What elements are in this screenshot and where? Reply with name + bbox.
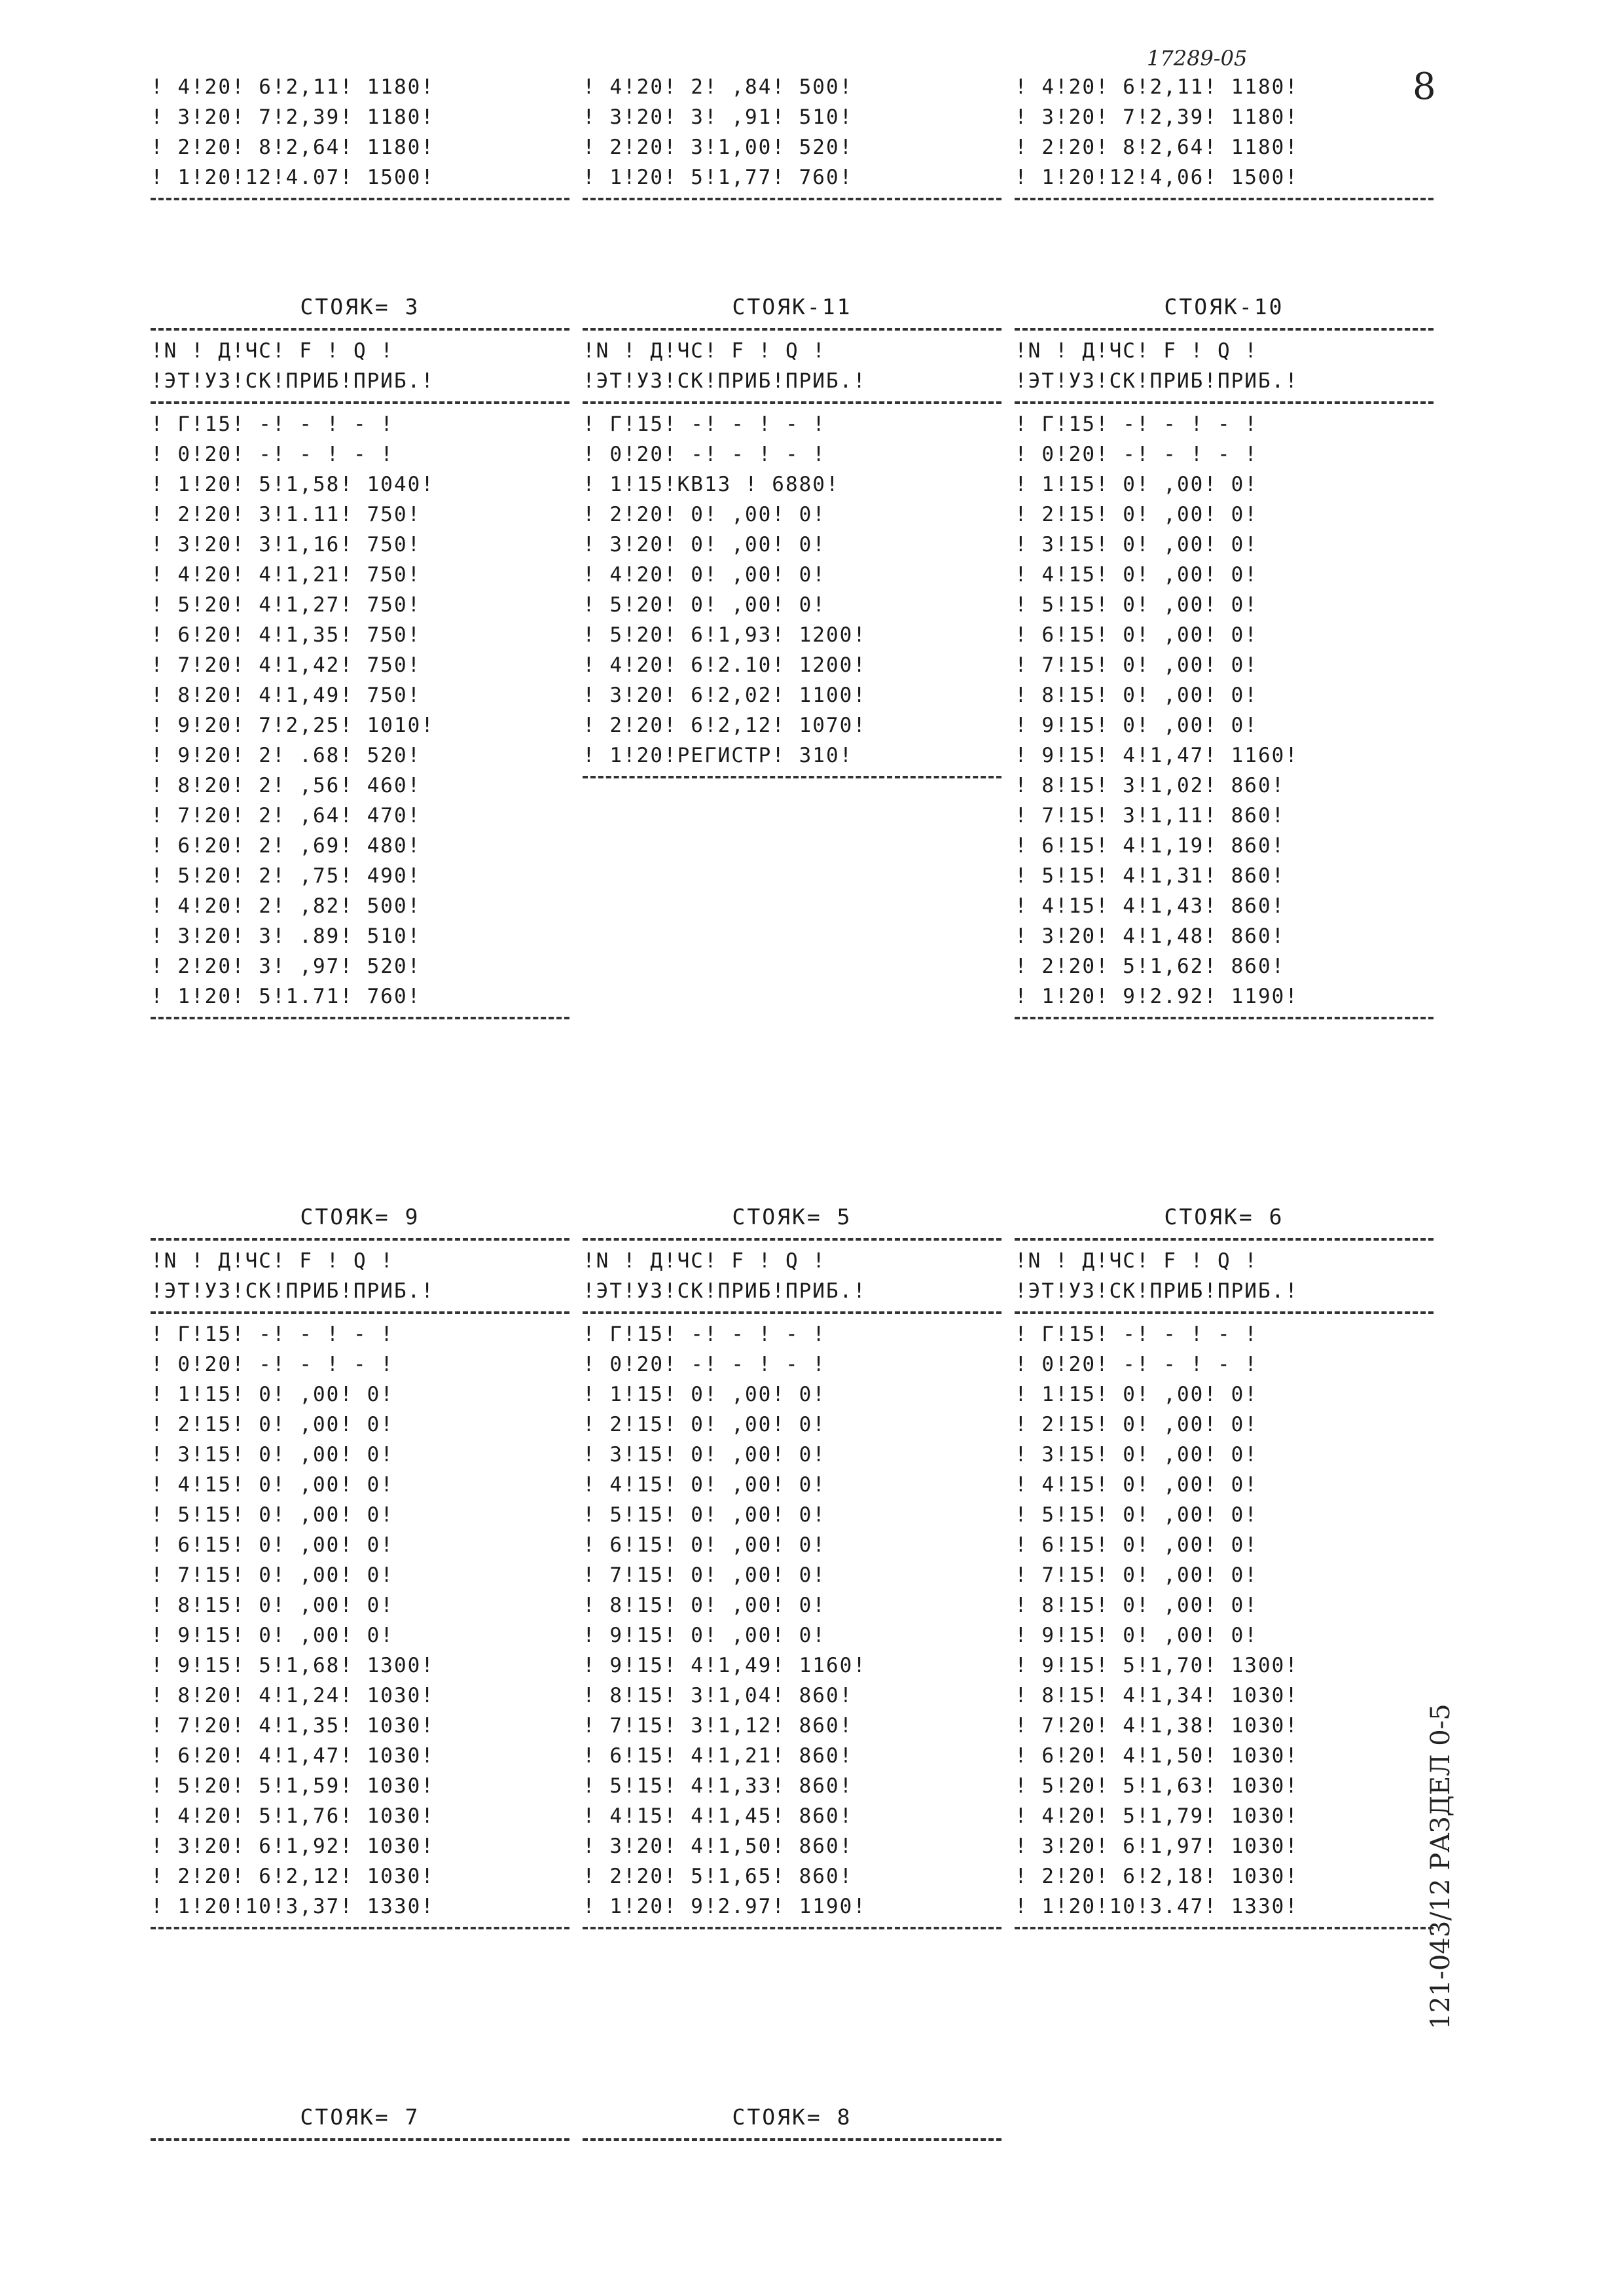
table-row: ! 2!20! 6!2,12! 1030! — [151, 1865, 435, 1888]
divider — [151, 1017, 569, 1019]
table-row: ! 3!20! 4!1,48! 860! — [1015, 924, 1286, 948]
riser-title: СТОЯК= 7 — [300, 2104, 420, 2130]
table-row: ! 2!20! 8!2,64! 1180! — [1015, 136, 1299, 159]
header-row: !N ! Д!ЧС! F ! Q ! — [151, 1249, 394, 1273]
table-row: ! Г!15! -! - ! - ! — [151, 1322, 394, 1346]
table-row: ! 5!15! 0! ,00! 0! — [151, 1503, 394, 1527]
header-row: !ЭТ!УЗ!СК!ПРИБ!ПРИБ.! — [583, 369, 867, 393]
table-row: ! 3!20! 7!2,39! 1180! — [151, 105, 435, 129]
divider — [1015, 198, 1434, 200]
table-row: ! 0!20! -! - ! - ! — [583, 443, 826, 466]
header-row: !N ! Д!ЧС! F ! Q ! — [583, 339, 826, 363]
table-row: ! 7!15! 0! ,00! 0! — [151, 1563, 394, 1587]
table-row: ! 9!15! 0! ,00! 0! — [1015, 714, 1258, 737]
table-row: ! 3!15! 0! ,00! 0! — [1015, 1443, 1258, 1467]
table-row: ! 4!20! 2! ,84! 500! — [583, 75, 854, 99]
table-row: ! 6!15! 0! ,00! 0! — [583, 1533, 826, 1557]
table-row: ! 2!15! 0! ,00! 0! — [1015, 503, 1258, 526]
table-row: ! 7!20! 2! ,64! 470! — [151, 804, 422, 828]
table-row: ! 1!20!10!3,37! 1330! — [151, 1895, 435, 1918]
table-row: ! 7!20! 4!1,38! 1030! — [1015, 1714, 1299, 1738]
side-note: 121-043/12 РАЗДЕЛ 0-5 — [1426, 1704, 1456, 2030]
table-row: ! 8!15! 0! ,00! 0! — [151, 1594, 394, 1617]
table-row: ! 1!20! 9!2.97! 1190! — [583, 1895, 867, 1918]
table-row: ! 1!15! 0! ,00! 0! — [1015, 473, 1258, 496]
table-row: ! 5!15! 4!1,31! 860! — [1015, 864, 1286, 888]
table-row: ! 4!15! 4!1,45! 860! — [583, 1804, 854, 1828]
divider — [151, 2138, 569, 2141]
table-row: ! 2!15! 0! ,00! 0! — [1015, 1413, 1258, 1436]
header-row: !N ! Д!ЧС! F ! Q ! — [583, 1249, 826, 1273]
table-row: ! Г!15! -! - ! - ! — [151, 412, 394, 436]
table-row: ! 2!20! 5!1,65! 860! — [583, 1865, 854, 1888]
divider — [583, 1238, 1001, 1241]
table-row: ! 2!20! 3!1.11! 750! — [151, 503, 422, 526]
table-row: ! 3!20! 6!1,97! 1030! — [1015, 1834, 1299, 1858]
divider — [583, 401, 1001, 404]
table-row: ! 1!20!10!3.47! 1330! — [1015, 1895, 1299, 1918]
table-row: ! 3!20! 3! .89! 510! — [151, 924, 422, 948]
table-row: ! 9!15! 5!1,70! 1300! — [1015, 1654, 1299, 1677]
table-row: ! 9!15! 4!1,47! 1160! — [1015, 744, 1299, 767]
table-row: ! 3!20! 6!2,02! 1100! — [583, 684, 867, 707]
table-row: ! 6!15! 0! ,00! 0! — [1015, 1533, 1258, 1557]
table-row: ! 0!20! -! - ! - ! — [1015, 443, 1258, 466]
table-row: ! 5!15! 0! ,00! 0! — [1015, 593, 1258, 617]
table-row: ! 2!20! 6!2,18! 1030! — [1015, 1865, 1299, 1888]
riser-title: СТОЯК-10 — [1164, 294, 1284, 319]
table-row: ! 8!15! 3!1,02! 860! — [1015, 774, 1286, 797]
handwritten-note: 17289-05 — [1147, 46, 1248, 71]
table-row: ! 6!20! 4!1,50! 1030! — [1015, 1744, 1299, 1768]
table-row: ! 5!20! 6!1,93! 1200! — [583, 623, 867, 647]
riser-table — [151, 1201, 569, 1935]
table-row: ! 7!15! 3!1,12! 860! — [583, 1714, 854, 1738]
table-row: ! 1!15! 0! ,00! 0! — [583, 1383, 826, 1406]
header-row: !N ! Д!ЧС! F ! Q ! — [1015, 339, 1258, 363]
table-row: ! 1!15! 0! ,00! 0! — [151, 1383, 394, 1406]
table-row: ! 3!20! 6!1,92! 1030! — [151, 1834, 435, 1858]
table-row: ! 2!20! 5!1,62! 860! — [1015, 955, 1286, 978]
table-row: ! 7!15! 0! ,00! 0! — [1015, 1563, 1258, 1587]
table-row: ! 0!20! -! - ! - ! — [151, 443, 394, 466]
table-row: ! 3!20! 3!1,16! 750! — [151, 533, 422, 556]
riser-table — [583, 291, 1001, 784]
table-row: ! 2!20! 8!2,64! 1180! — [151, 136, 435, 159]
riser-title: СТОЯК= 9 — [300, 1204, 420, 1230]
header-row: !N ! Д!ЧС! F ! Q ! — [1015, 1249, 1258, 1273]
table-row: ! 2!15! 0! ,00! 0! — [151, 1413, 394, 1436]
divider — [151, 198, 569, 200]
table-row: ! 4!20! 5!1,76! 1030! — [151, 1804, 435, 1828]
table-row: ! 5!20! 0! ,00! 0! — [583, 593, 826, 617]
table-row: ! 8!15! 0! ,00! 0! — [1015, 684, 1258, 707]
riser-table — [583, 1201, 1001, 1935]
riser-title: СТОЯК= 6 — [1164, 1204, 1284, 1230]
table-row: ! 1!20! 5!1,77! 760! — [583, 166, 854, 189]
table-row: ! 3!20! 7!2,39! 1180! — [1015, 105, 1299, 129]
table-row: ! 1!15!КВ13 ! 6880! — [583, 473, 840, 496]
table-row: ! 4!15! 0! ,00! 0! — [1015, 1473, 1258, 1497]
table-row: ! 6!20! 2! ,69! 480! — [151, 834, 422, 858]
table-row: ! 9!15! 0! ,00! 0! — [583, 1624, 826, 1647]
divider — [583, 198, 1001, 200]
table-row: ! 4!15! 0! ,00! 0! — [583, 1473, 826, 1497]
table-row: ! 5!20! 5!1,63! 1030! — [1015, 1774, 1299, 1798]
divider — [583, 2138, 1001, 2141]
table-row: ! 3!20! 4!1,50! 860! — [583, 1834, 854, 1858]
table-row: ! 0!20! -! - ! - ! — [1015, 1353, 1258, 1376]
table-row: ! 4!20! 5!1,79! 1030! — [1015, 1804, 1299, 1828]
table-row: ! 1!20!12!4,06! 1500! — [1015, 166, 1299, 189]
divider — [583, 776, 1001, 778]
table-row: ! 5!15! 0! ,00! 0! — [1015, 1503, 1258, 1527]
divider — [151, 328, 569, 331]
divider — [1015, 1017, 1434, 1019]
divider — [151, 1927, 569, 1929]
table-row: ! 1!20! 9!2.92! 1190! — [1015, 985, 1299, 1008]
divider — [1015, 328, 1434, 331]
table-row: ! 6!20! 4!1,35! 750! — [151, 623, 422, 647]
riser-title: СТОЯК= 3 — [300, 294, 420, 319]
table-row: ! 0!20! -! - ! - ! — [583, 1353, 826, 1376]
table-row: ! 1!20! 5!1.71! 760! — [151, 985, 422, 1008]
table-row: ! 6!20! 4!1,47! 1030! — [151, 1744, 435, 1768]
table-row: ! 7!15! 0! ,00! 0! — [1015, 653, 1258, 677]
table-row: ! 8!20! 4!1,49! 750! — [151, 684, 422, 707]
table-row: ! 9!20! 2! .68! 520! — [151, 744, 422, 767]
riser-table — [151, 291, 569, 1025]
divider — [583, 1311, 1001, 1314]
table-row: ! 8!20! 4!1,24! 1030! — [151, 1684, 435, 1707]
table-row: ! 6!15! 0! ,00! 0! — [151, 1533, 394, 1557]
table-row: ! 2!20! 3!1,00! 520! — [583, 136, 854, 159]
table-row: ! 4!20! 6!2,11! 1180! — [151, 75, 435, 99]
table-row: ! Г!15! -! - ! - ! — [583, 1322, 826, 1346]
table-row: ! Г!15! -! - ! - ! — [1015, 412, 1258, 436]
table-row: ! Г!15! -! - ! - ! — [583, 412, 826, 436]
table-row: ! 5!20! 4!1,27! 750! — [151, 593, 422, 617]
table-row: ! 5!20! 2! ,75! 490! — [151, 864, 422, 888]
table-row: ! 9!15! 4!1,49! 1160! — [583, 1654, 867, 1677]
riser-table — [1015, 291, 1434, 1025]
top-fragment-col-3 — [1015, 72, 1434, 206]
table-row: ! 1!15! 0! ,00! 0! — [1015, 1383, 1258, 1406]
table-row: ! 1!20!РЕГИСТР! 310! — [583, 744, 854, 767]
divider — [151, 401, 569, 404]
table-row: ! 9!15! 0! ,00! 0! — [151, 1624, 394, 1647]
top-fragment-col-2 — [583, 72, 1001, 206]
table-row: ! 3!15! 0! ,00! 0! — [1015, 533, 1258, 556]
table-row: ! 8!15! 0! ,00! 0! — [583, 1594, 826, 1617]
table-row: ! 4!20! 2! ,82! 500! — [151, 894, 422, 918]
divider — [151, 1238, 569, 1241]
divider — [1015, 401, 1434, 404]
table-row: ! 1!20!12!4.07! 1500! — [151, 166, 435, 189]
top-fragment-col-1 — [151, 72, 569, 206]
table-row: ! Г!15! -! - ! - ! — [1015, 1322, 1258, 1346]
riser-title: СТОЯК-11 — [732, 294, 852, 319]
divider — [151, 1311, 569, 1314]
divider — [1015, 1927, 1434, 1929]
table-row: ! 3!15! 0! ,00! 0! — [583, 1443, 826, 1467]
riser-table — [1015, 1201, 1434, 1935]
table-row: ! 6!15! 4!1,19! 860! — [1015, 834, 1286, 858]
table-row: ! 2!20! 0! ,00! 0! — [583, 503, 826, 526]
table-row: ! 4!20! 6!2,11! 1180! — [1015, 75, 1299, 99]
table-row: ! 7!20! 4!1,42! 750! — [151, 653, 422, 677]
table-row: ! 4!15! 4!1,43! 860! — [1015, 894, 1286, 918]
table-row: ! 4!15! 0! ,00! 0! — [1015, 563, 1258, 587]
riser-table — [583, 2102, 1001, 2146]
header-row: !ЭТ!УЗ!СК!ПРИБ!ПРИБ.! — [151, 1279, 435, 1303]
table-row: ! 6!15! 0! ,00! 0! — [1015, 623, 1258, 647]
table-row: ! 5!20! 5!1,59! 1030! — [151, 1774, 435, 1798]
table-row: ! 8!15! 4!1,34! 1030! — [1015, 1684, 1299, 1707]
table-row: ! 3!15! 0! ,00! 0! — [151, 1443, 394, 1467]
riser-table — [151, 2102, 569, 2146]
table-row: ! 4!20! 4!1,21! 750! — [151, 563, 422, 587]
divider — [1015, 1238, 1434, 1241]
table-row: ! 5!15! 0! ,00! 0! — [583, 1503, 826, 1527]
table-row: ! 3!20! 3! ,91! 510! — [583, 105, 854, 129]
page-number: 8 — [1413, 65, 1436, 108]
divider — [583, 1927, 1001, 1929]
table-row: ! 2!20! 3! ,97! 520! — [151, 955, 422, 978]
table-row: ! 6!15! 4!1,21! 860! — [583, 1744, 854, 1768]
table-row: ! 8!20! 2! ,56! 460! — [151, 774, 422, 797]
divider — [1015, 1311, 1434, 1314]
header-row: !ЭТ!УЗ!СК!ПРИБ!ПРИБ.! — [583, 1279, 867, 1303]
table-row: ! 2!20! 6!2,12! 1070! — [583, 714, 867, 737]
table-row: ! 7!15! 3!1,11! 860! — [1015, 804, 1286, 828]
table-row: ! 9!20! 7!2,25! 1010! — [151, 714, 435, 737]
header-row: !ЭТ!УЗ!СК!ПРИБ!ПРИБ.! — [1015, 1279, 1299, 1303]
riser-title: СТОЯК= 8 — [732, 2104, 852, 2130]
table-row: ! 9!15! 0! ,00! 0! — [1015, 1624, 1258, 1647]
table-row: ! 8!15! 3!1,04! 860! — [583, 1684, 854, 1707]
table-row: ! 4!20! 6!2.10! 1200! — [583, 653, 867, 677]
table-row: ! 5!15! 4!1,33! 860! — [583, 1774, 854, 1798]
table-row: ! 3!20! 0! ,00! 0! — [583, 533, 826, 556]
header-row: !ЭТ!УЗ!СК!ПРИБ!ПРИБ.! — [151, 369, 435, 393]
table-row: ! 1!20! 5!1,58! 1040! — [151, 473, 435, 496]
table-row: ! 0!20! -! - ! - ! — [151, 1353, 394, 1376]
table-row: ! 4!20! 0! ,00! 0! — [583, 563, 826, 587]
table-row: ! 7!20! 4!1,35! 1030! — [151, 1714, 435, 1738]
table-row: ! 2!15! 0! ,00! 0! — [583, 1413, 826, 1436]
divider — [583, 328, 1001, 331]
header-row: !ЭТ!УЗ!СК!ПРИБ!ПРИБ.! — [1015, 369, 1299, 393]
table-row: ! 9!15! 5!1,68! 1300! — [151, 1654, 435, 1677]
table-row: ! 8!15! 0! ,00! 0! — [1015, 1594, 1258, 1617]
riser-title: СТОЯК= 5 — [732, 1204, 852, 1230]
table-row: ! 7!15! 0! ,00! 0! — [583, 1563, 826, 1587]
table-row: ! 4!15! 0! ,00! 0! — [151, 1473, 394, 1497]
header-row: !N ! Д!ЧС! F ! Q ! — [151, 339, 394, 363]
